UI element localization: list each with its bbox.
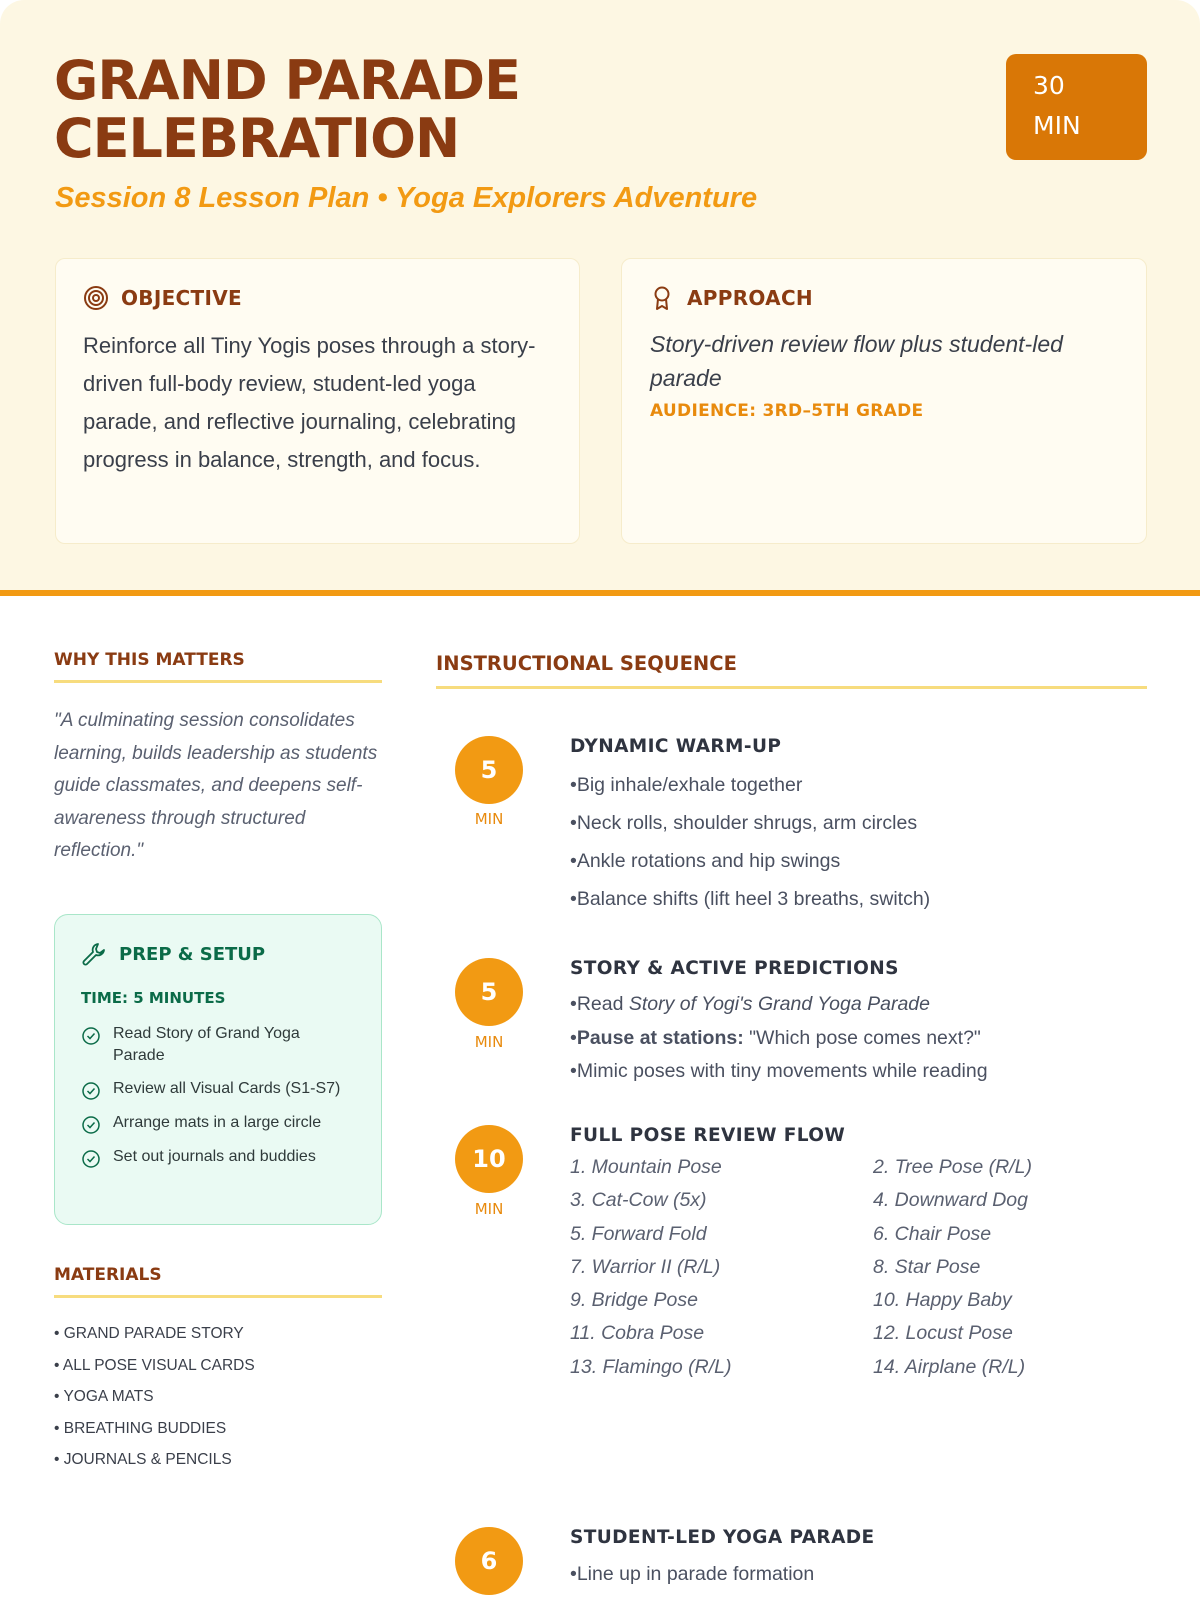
- prep-item-text: Set out journals and buddies: [113, 1148, 316, 1165]
- step-title: FULL POSE REVIEW FLOW: [570, 1125, 846, 1146]
- bullet-text: Read: [576, 993, 629, 1015]
- award-icon: [649, 285, 675, 311]
- sequence-step: [436, 1527, 1147, 1600]
- page-title: [54, 49, 754, 170]
- step-minutes-badge: 10: [455, 1125, 523, 1193]
- materials-heading: MATERIALS: [54, 1265, 382, 1298]
- pose-item: 1. Mountain Pose: [570, 1156, 722, 1178]
- why-heading: WHY THIS MATTERS: [54, 650, 382, 683]
- pose-item: 2. Tree Pose (R/L): [873, 1156, 1032, 1178]
- pose-list: [570, 1151, 1110, 1384]
- pose-item: 7. Warrior II (R/L): [570, 1255, 721, 1278]
- pose-item: 10. Happy Baby: [873, 1289, 1012, 1312]
- prep-item-text: Review all Visual Cards (S1-S7): [113, 1080, 341, 1097]
- material-item: • JOURNALS & PENCILS: [54, 1451, 232, 1468]
- prep-list: [81, 1023, 355, 1169]
- pose-item: 9. Bridge Pose: [570, 1289, 698, 1312]
- prep-time: TIME: 5 MINUTES: [81, 989, 226, 1007]
- pose-item: 6. Chair Pose: [873, 1222, 992, 1245]
- prep-item: [81, 1112, 355, 1135]
- header-banner: [0, 0, 1200, 596]
- objective-card: [55, 258, 580, 544]
- prep-label: PREP & SETUP: [119, 943, 266, 965]
- prep-item: [81, 1146, 355, 1169]
- pose-item: 12. Locust Pose: [873, 1322, 1013, 1345]
- check-circle-icon: [81, 1149, 101, 1169]
- step-minutes-unit: MIN: [474, 810, 504, 828]
- duration-value: 30: [1033, 71, 1065, 100]
- step-bullet: [570, 988, 988, 1022]
- prep-item-text: Read Story of Grand Yoga Parade: [113, 1025, 300, 1064]
- step-minutes-badge: 6: [455, 1527, 523, 1595]
- step-title: STUDENT-LED YOGA PARADE: [570, 1527, 875, 1548]
- pose-item: 4. Downward Dog: [873, 1189, 1028, 1212]
- prep-item: [81, 1078, 355, 1101]
- step-minutes-unit: MIN: [474, 1033, 504, 1051]
- check-circle-icon: [81, 1081, 101, 1101]
- step-bullet: • Neck rolls, shoulder shrugs, arm circles: [570, 804, 930, 842]
- pose-item: 8. Star Pose: [873, 1255, 981, 1278]
- sequence-section: [436, 652, 1147, 689]
- story-title: Story of Yogi's Grand Yoga Parade: [628, 993, 931, 1015]
- step-title: DYNAMIC WARM-UP: [570, 736, 782, 757]
- step-title: STORY & ACTIVE PREDICTIONS: [570, 958, 899, 979]
- title-line-1: GRAND PARADE: [54, 49, 521, 112]
- check-circle-icon: [81, 1115, 101, 1135]
- sequence-step: [436, 1125, 1147, 1395]
- materials-list: [54, 1318, 382, 1476]
- check-circle-icon: [81, 1026, 101, 1046]
- why-quote: "A culminating session consolidates learning, builds leadership as students guide classmates, and deepens self-awareness through structured reflection.": [54, 710, 378, 861]
- sequence-step: [436, 958, 1147, 1088]
- step-minutes-unit: MIN: [474, 1200, 504, 1218]
- prep-card: [54, 914, 382, 1225]
- step-bullets: [570, 988, 988, 1089]
- approach-card: [621, 258, 1147, 544]
- step-minutes-badge: 5: [455, 736, 523, 804]
- step-bullet: [570, 1022, 988, 1056]
- step-bullet: • Balance shifts (lift heel 3 breaths, switch): [570, 880, 930, 918]
- bullet-text: "Which pose comes next?": [743, 1026, 981, 1049]
- step-bullets: [570, 766, 930, 918]
- sequence-step: [436, 736, 1147, 916]
- approach-label: APPROACH: [687, 286, 813, 310]
- audience-label: AUDIENCE: 3RD–5TH GRADE: [650, 401, 924, 421]
- step-bullet: • Mimic poses with tiny movements while reading: [570, 1055, 988, 1089]
- step-minutes-badge: 5: [455, 958, 523, 1026]
- target-icon: [83, 285, 109, 311]
- objective-text: Reinforce all Tiny Yogis poses through a story-driven full-body review, student-led yoga parade, and reflective journaling, celebrating progress in balance, strength, and focus.: [83, 333, 536, 472]
- pose-item: 14. Airplane (R/L): [873, 1355, 1026, 1378]
- pose-item: 11. Cobra Pose: [570, 1322, 705, 1345]
- material-item: • YOGA MATS: [54, 1388, 154, 1405]
- bullet-emphasis: Pause at stations:: [576, 1026, 744, 1049]
- why-section: [54, 650, 382, 868]
- objective-label: OBJECTIVE: [121, 286, 242, 310]
- materials-section: [54, 1265, 382, 1476]
- pose-item: 3. Cat-Cow (5x): [570, 1189, 707, 1212]
- step-bullets: [570, 1555, 814, 1593]
- step-bullet: • Ankle rotations and hip swings: [570, 842, 930, 880]
- step-bullet: • Line up in parade formation: [570, 1555, 814, 1593]
- material-item: • ALL POSE VISUAL CARDS: [54, 1356, 255, 1374]
- pose-item: 5. Forward Fold: [570, 1222, 707, 1245]
- sequence-heading: INSTRUCTIONAL SEQUENCE: [436, 652, 1147, 689]
- material-item: • GRAND PARADE STORY: [54, 1325, 244, 1342]
- wrench-icon: [81, 941, 107, 967]
- approach-text: Story-driven review flow plus student-led parade: [650, 331, 1063, 391]
- page-subtitle: Session 8 Lesson Plan • Yoga Explorers Adventure: [55, 182, 758, 214]
- duration-unit: MIN: [1033, 111, 1081, 140]
- prep-item: [81, 1023, 355, 1067]
- step-bullet: • Big inhale/exhale together: [570, 766, 930, 804]
- pose-item: 13. Flamingo (R/L): [570, 1355, 732, 1378]
- title-line-2: CELEBRATION: [54, 107, 460, 170]
- prep-item-text: Arrange mats in a large circle: [113, 1114, 322, 1131]
- duration-badge: [1006, 54, 1147, 160]
- material-item: • BREATHING BUDDIES: [54, 1419, 227, 1437]
